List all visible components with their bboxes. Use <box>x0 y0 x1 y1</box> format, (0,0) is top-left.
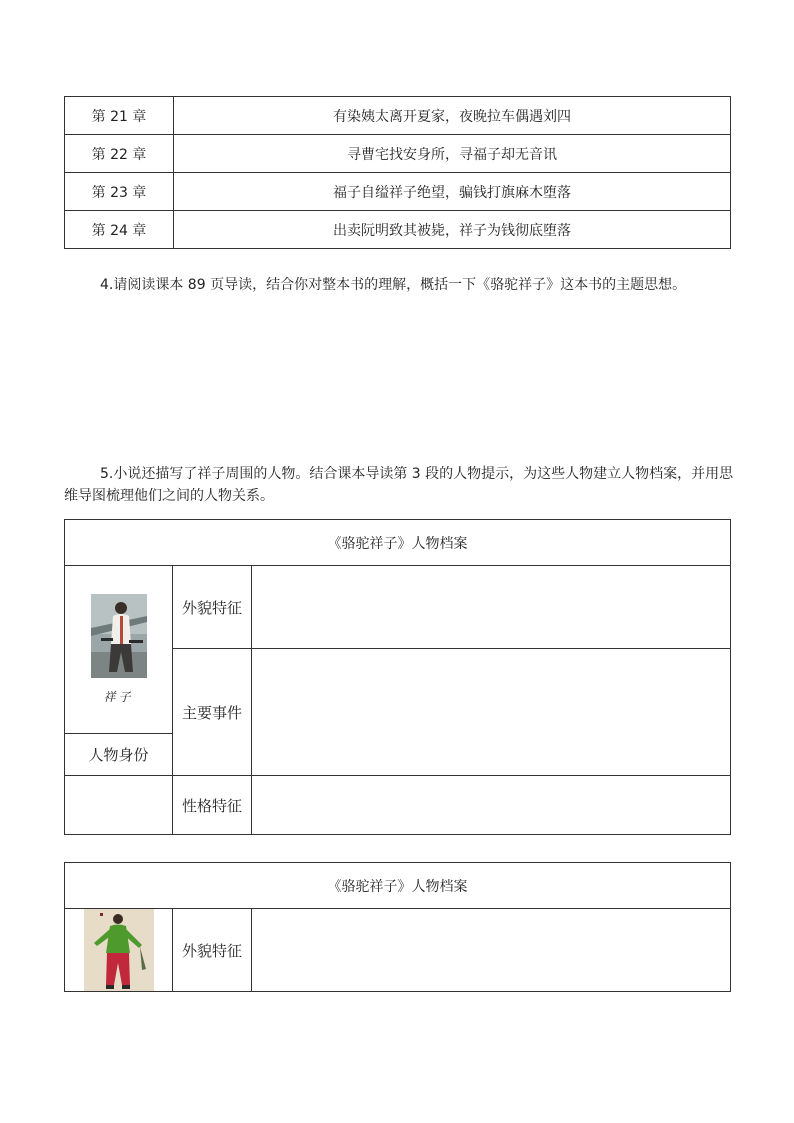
personality-field[interactable] <box>252 776 731 835</box>
character-illustration <box>84 909 154 991</box>
chapter-summary: 有染姨太离开夏家，夜晚拉车偶遇刘四 <box>174 97 731 135</box>
table-row <box>65 135 731 173</box>
events-field[interactable] <box>252 649 731 776</box>
chapter-label: 第 22 章 <box>65 135 174 173</box>
events-label: 主要事件 <box>173 649 252 776</box>
identity-label: 人物身份 <box>65 734 173 776</box>
personality-label: 性格特征 <box>173 776 252 835</box>
table-row <box>65 173 731 211</box>
appearance-field[interactable] <box>252 566 731 649</box>
chapter-label: 第 21 章 <box>65 97 174 135</box>
profile-header: 《骆驼祥子》人物档案 <box>65 520 731 566</box>
chapter-label: 第 24 章 <box>65 211 174 249</box>
chapter-summary: 出卖阮明致其被毙，祥子为钱彻底堕落 <box>174 211 731 249</box>
question-5: 5.小说还描写了祥子周围的人物。结合课本导读第 3 段的人物提示，为这些人物建立人物档案，并用思维导图梳理他们之间的人物关系。 <box>64 466 734 504</box>
table-row <box>65 211 731 249</box>
identity-field[interactable] <box>65 776 173 835</box>
appearance-label: 外貌特征 <box>173 909 252 992</box>
character-profile-table <box>64 519 731 835</box>
chapter-label: 第 23 章 <box>65 173 174 211</box>
question-4: 4.请阅读课本 89 页导读，结合你对整本书的理解，概括一下《骆驼祥子》这本书的主题思想。 <box>100 277 687 293</box>
chapter-summary: 寻曹宅找安身所，寻福子却无音讯 <box>174 135 731 173</box>
chapter-summary: 福子自缢祥子绝望，骗钱打旗麻木堕落 <box>174 173 731 211</box>
appearance-label: 外貌特征 <box>173 566 252 649</box>
appearance-field[interactable] <box>252 909 731 992</box>
chapter-summary-table <box>64 96 731 249</box>
profile-header: 《骆驼祥子》人物档案 <box>65 863 731 909</box>
xiangzi-illustration <box>91 594 147 678</box>
table-row <box>65 97 731 135</box>
photo-caption: 祥子 <box>103 690 134 704</box>
character-profile-table <box>64 862 731 992</box>
character-photo-cell <box>65 909 173 992</box>
character-photo-cell <box>65 566 173 734</box>
